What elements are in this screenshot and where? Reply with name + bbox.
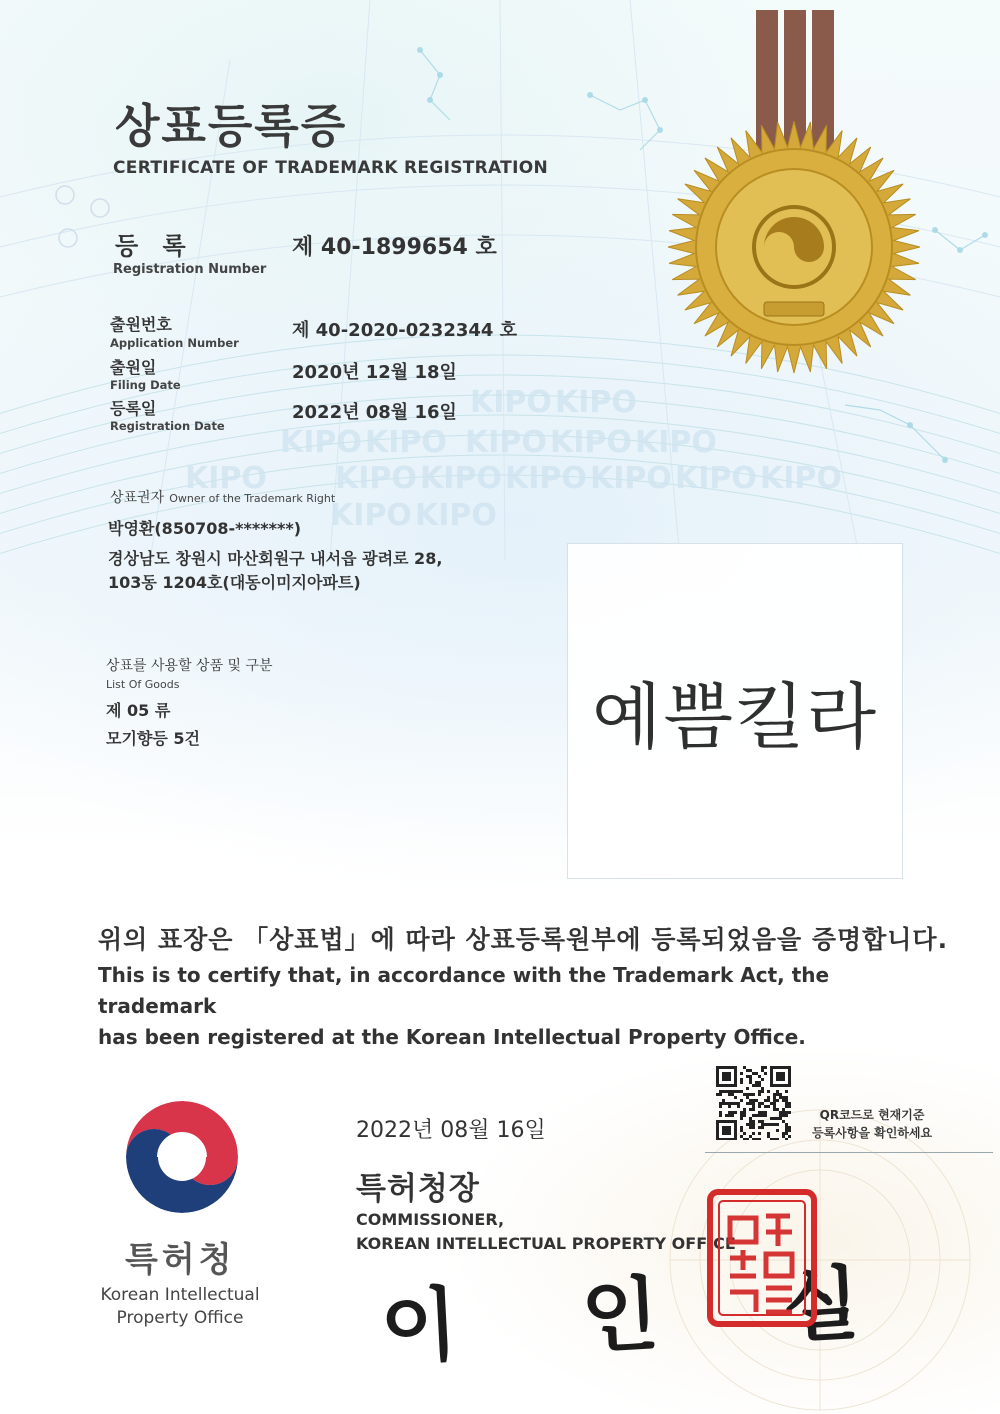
registration-label: 등 록 <box>115 232 194 260</box>
commissioner-signature: 이 인 실 <box>378 1253 910 1375</box>
certification-en-line2: has been registered at the Korean Intellectual Property Office. <box>98 1025 806 1049</box>
certification-en-line1: This is to certify that, in accordance with the Trademark Act, the trademark <box>98 963 830 1018</box>
qr-note <box>812 1106 932 1142</box>
watermark-text: KIPO <box>470 385 552 420</box>
commissioner-en-line1: COMMISSIONER, <box>356 1210 505 1229</box>
trademark-box <box>567 543 903 879</box>
office-name-en-line2: Property Office <box>116 1308 244 1328</box>
watermark-text: KIPO <box>635 425 717 460</box>
filing-date: 2020년 12월 18일 <box>292 362 457 383</box>
goods-class: 제 05 류 <box>106 701 171 720</box>
watermark-text: KIPO <box>505 461 587 496</box>
goods-items: 모기향등 5건 <box>106 729 200 748</box>
watermark-text: KIPO <box>760 461 842 496</box>
qr-note-line1: QR코드로 현재기준 <box>819 1108 925 1122</box>
qr-code[interactable] <box>716 1066 792 1140</box>
registration-number: 제 40-1899654 호 <box>292 235 497 260</box>
registration-label-en: Registration Number <box>113 262 267 277</box>
trademark-text: 예쁨킬라 <box>591 675 879 759</box>
owner-label-en: Owner of the Trademark Right <box>169 492 336 505</box>
watermark-text: KIPO <box>590 461 672 496</box>
kipo-logo <box>122 1098 242 1216</box>
registration-date-label: 등록일 <box>110 399 157 418</box>
filing-date-label: 출원일 <box>110 358 157 377</box>
watermark-text: KIPO <box>675 461 757 496</box>
office-name-en-line1: Korean Intellectual <box>100 1285 260 1305</box>
application-number: 제 40-2020-0232344 호 <box>292 320 518 341</box>
issue-date: 2022년 08월 16일 <box>356 1118 546 1143</box>
owner-label-row <box>110 487 335 507</box>
certificate-title: 상표등록증 <box>115 99 348 153</box>
watermark-text: KIPO <box>555 385 637 420</box>
watermark-text: KIPO <box>420 461 502 496</box>
application-label: 출원번호 <box>110 315 172 334</box>
watermark-text: KIPO <box>280 425 362 460</box>
official-red-seal <box>706 1188 818 1328</box>
watermark-text: KIPO <box>330 498 412 533</box>
gold-seal <box>660 10 930 380</box>
watermark-text: KIPO <box>550 425 632 460</box>
watermark-text: KIPO <box>335 461 417 496</box>
registration-date: 2022년 08월 16일 <box>292 402 457 423</box>
certificate-title-en: CERTIFICATE OF TRADEMARK REGISTRATION <box>113 158 548 178</box>
divider-line <box>705 1152 993 1153</box>
watermark-text: KIPO <box>365 425 447 460</box>
qr-note-line2: 등록사항을 확인하세요 <box>812 1126 933 1140</box>
registration-date-label-en: Registration Date <box>110 419 225 433</box>
watermark-text: KIPO <box>465 425 547 460</box>
owner-address-line2: 103동 1204호(대동이미지아파트) <box>108 573 361 592</box>
owner-label: 상표권자 <box>110 490 165 506</box>
filing-date-label-en: Filing Date <box>110 378 181 392</box>
commissioner-en-line2: KOREAN INTELLECTUAL PROPERTY OFFICE <box>356 1234 736 1253</box>
certification-statement-en <box>98 960 918 1053</box>
owner-address-line1: 경상남도 창원시 마산회원구 내서읍 광려로 28, <box>108 549 443 568</box>
office-name: 특허청 <box>125 1240 236 1280</box>
goods-label-en: List Of Goods <box>106 678 180 691</box>
watermark-text: KIPO <box>415 498 497 533</box>
watermark-text: KIPO <box>185 461 267 496</box>
commissioner-title: 특허청장 <box>356 1171 480 1207</box>
owner-name: 박영환(850708-*******) <box>108 519 302 538</box>
goods-label: 상표를 사용할 상품 및 구분 <box>106 658 273 674</box>
certification-statement: 위의 표장은 「상표법」에 따라 상표등록원부에 등록되었음을 증명합니다. <box>98 925 949 954</box>
office-name-en <box>95 1284 265 1330</box>
application-label-en: Application Number <box>110 336 239 350</box>
